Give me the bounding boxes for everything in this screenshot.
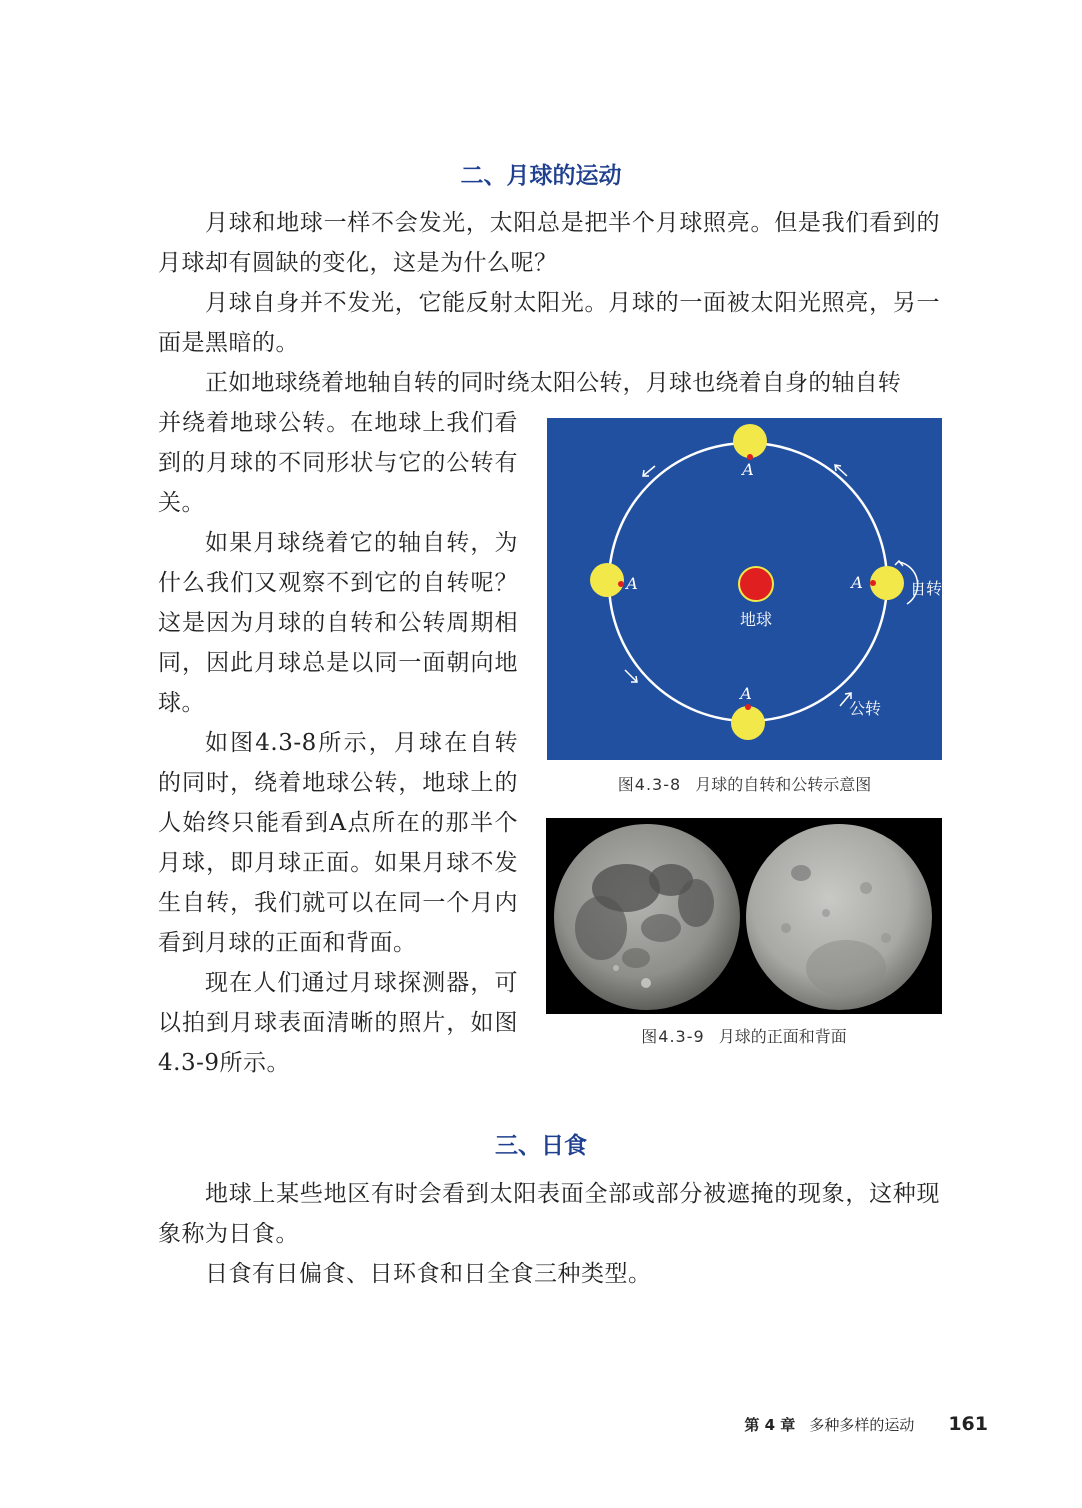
- paragraph-eclipse-types: 日食有日偏食、日环食和日全食三种类型。: [205, 1261, 652, 1287]
- moon-near-side-image: [554, 824, 740, 1010]
- section-heading-moon-motion: 二、月球的运动: [460, 163, 622, 189]
- paragraph-why-no-rotation: 如果月球绕着它的轴自转，为什么我们又观察不到它的自转呢？这是因为月球的自转和公转周期相同，因此月球总是以同一面朝向地球。: [158, 530, 518, 716]
- figure-438-caption: [547, 772, 942, 795]
- figure-439-caption: [546, 1024, 942, 1047]
- figure-439-caption-text: 月球的正面和背面: [718, 1027, 847, 1046]
- paragraph-probe-photos: 现在人们通过月球探测器，可以拍到月球表面清晰的照片，如图4.3-9所示。: [158, 970, 518, 1076]
- figure-moon-near-far-side: [546, 818, 942, 1014]
- point-a-label-left: A: [626, 574, 638, 593]
- footer-chapter: 第 4 章: [744, 1416, 796, 1434]
- figure-438-caption-text: 月球的自转和公转示意图: [695, 775, 872, 794]
- moon-far-side-image: [746, 824, 932, 1010]
- paragraph-rotation-continued: 并绕着地球公转。在地球上我们看到的月球的不同形状与它的公转有关。: [158, 410, 518, 516]
- moon-bottom-icon: [731, 706, 765, 740]
- point-a-label-bottom: A: [740, 684, 752, 703]
- rotation-label: 自转: [909, 579, 942, 598]
- moon-top-icon: [733, 424, 767, 458]
- point-a-marker: [745, 704, 751, 710]
- earth-icon: [739, 567, 773, 601]
- paragraph-moon-no-light: 月球和地球一样不会发光，太阳总是把半个月球照亮。但是我们看到的月球却有圆缺的变化，这是为什么呢？: [158, 210, 940, 276]
- point-a-label-right: A: [851, 573, 863, 592]
- paragraph-rotation-intro: 正如地球绕着地轴自转的同时绕太阳公转，月球也绕着自身的轴自转: [205, 370, 901, 396]
- paragraph-moon-reflect: 月球自身并不发光，它能反射太阳光。月球的一面被太阳光照亮，另一面是黑暗的。: [158, 290, 940, 356]
- moon-left-icon: [590, 563, 624, 597]
- figure-438-caption-number: 图4.3-8: [617, 775, 682, 794]
- page-number: 161: [948, 1413, 988, 1435]
- page-footer: [744, 1413, 988, 1435]
- section-heading-solar-eclipse: 三、日食: [495, 1133, 587, 1159]
- point-a-marker: [870, 580, 876, 586]
- earth-label: 地球: [739, 610, 773, 629]
- point-a-marker: [618, 581, 624, 587]
- paragraph-figure-438-ref: 如图4.3-8所示，月球在自转的同时，绕着地球公转，地球上的人始终只能看到A点所在的那半个月球，即月球正面。如果月球不发生自转，我们就可以在同一个月内看到月球的正面和背面。: [158, 730, 518, 956]
- paragraph-eclipse-definition: 地球上某些地区有时会看到太阳表面全部或部分被遮掩的现象，这种现象称为日食。: [158, 1181, 940, 1247]
- figure-moon-rotation-revolution: [547, 418, 942, 760]
- footer-chapter-title: 多种多样的运动: [809, 1416, 915, 1434]
- figure-439-caption-number: 图4.3-9: [641, 1027, 705, 1046]
- revolution-label: 公转: [848, 699, 882, 718]
- point-a-label-top: A: [742, 460, 754, 479]
